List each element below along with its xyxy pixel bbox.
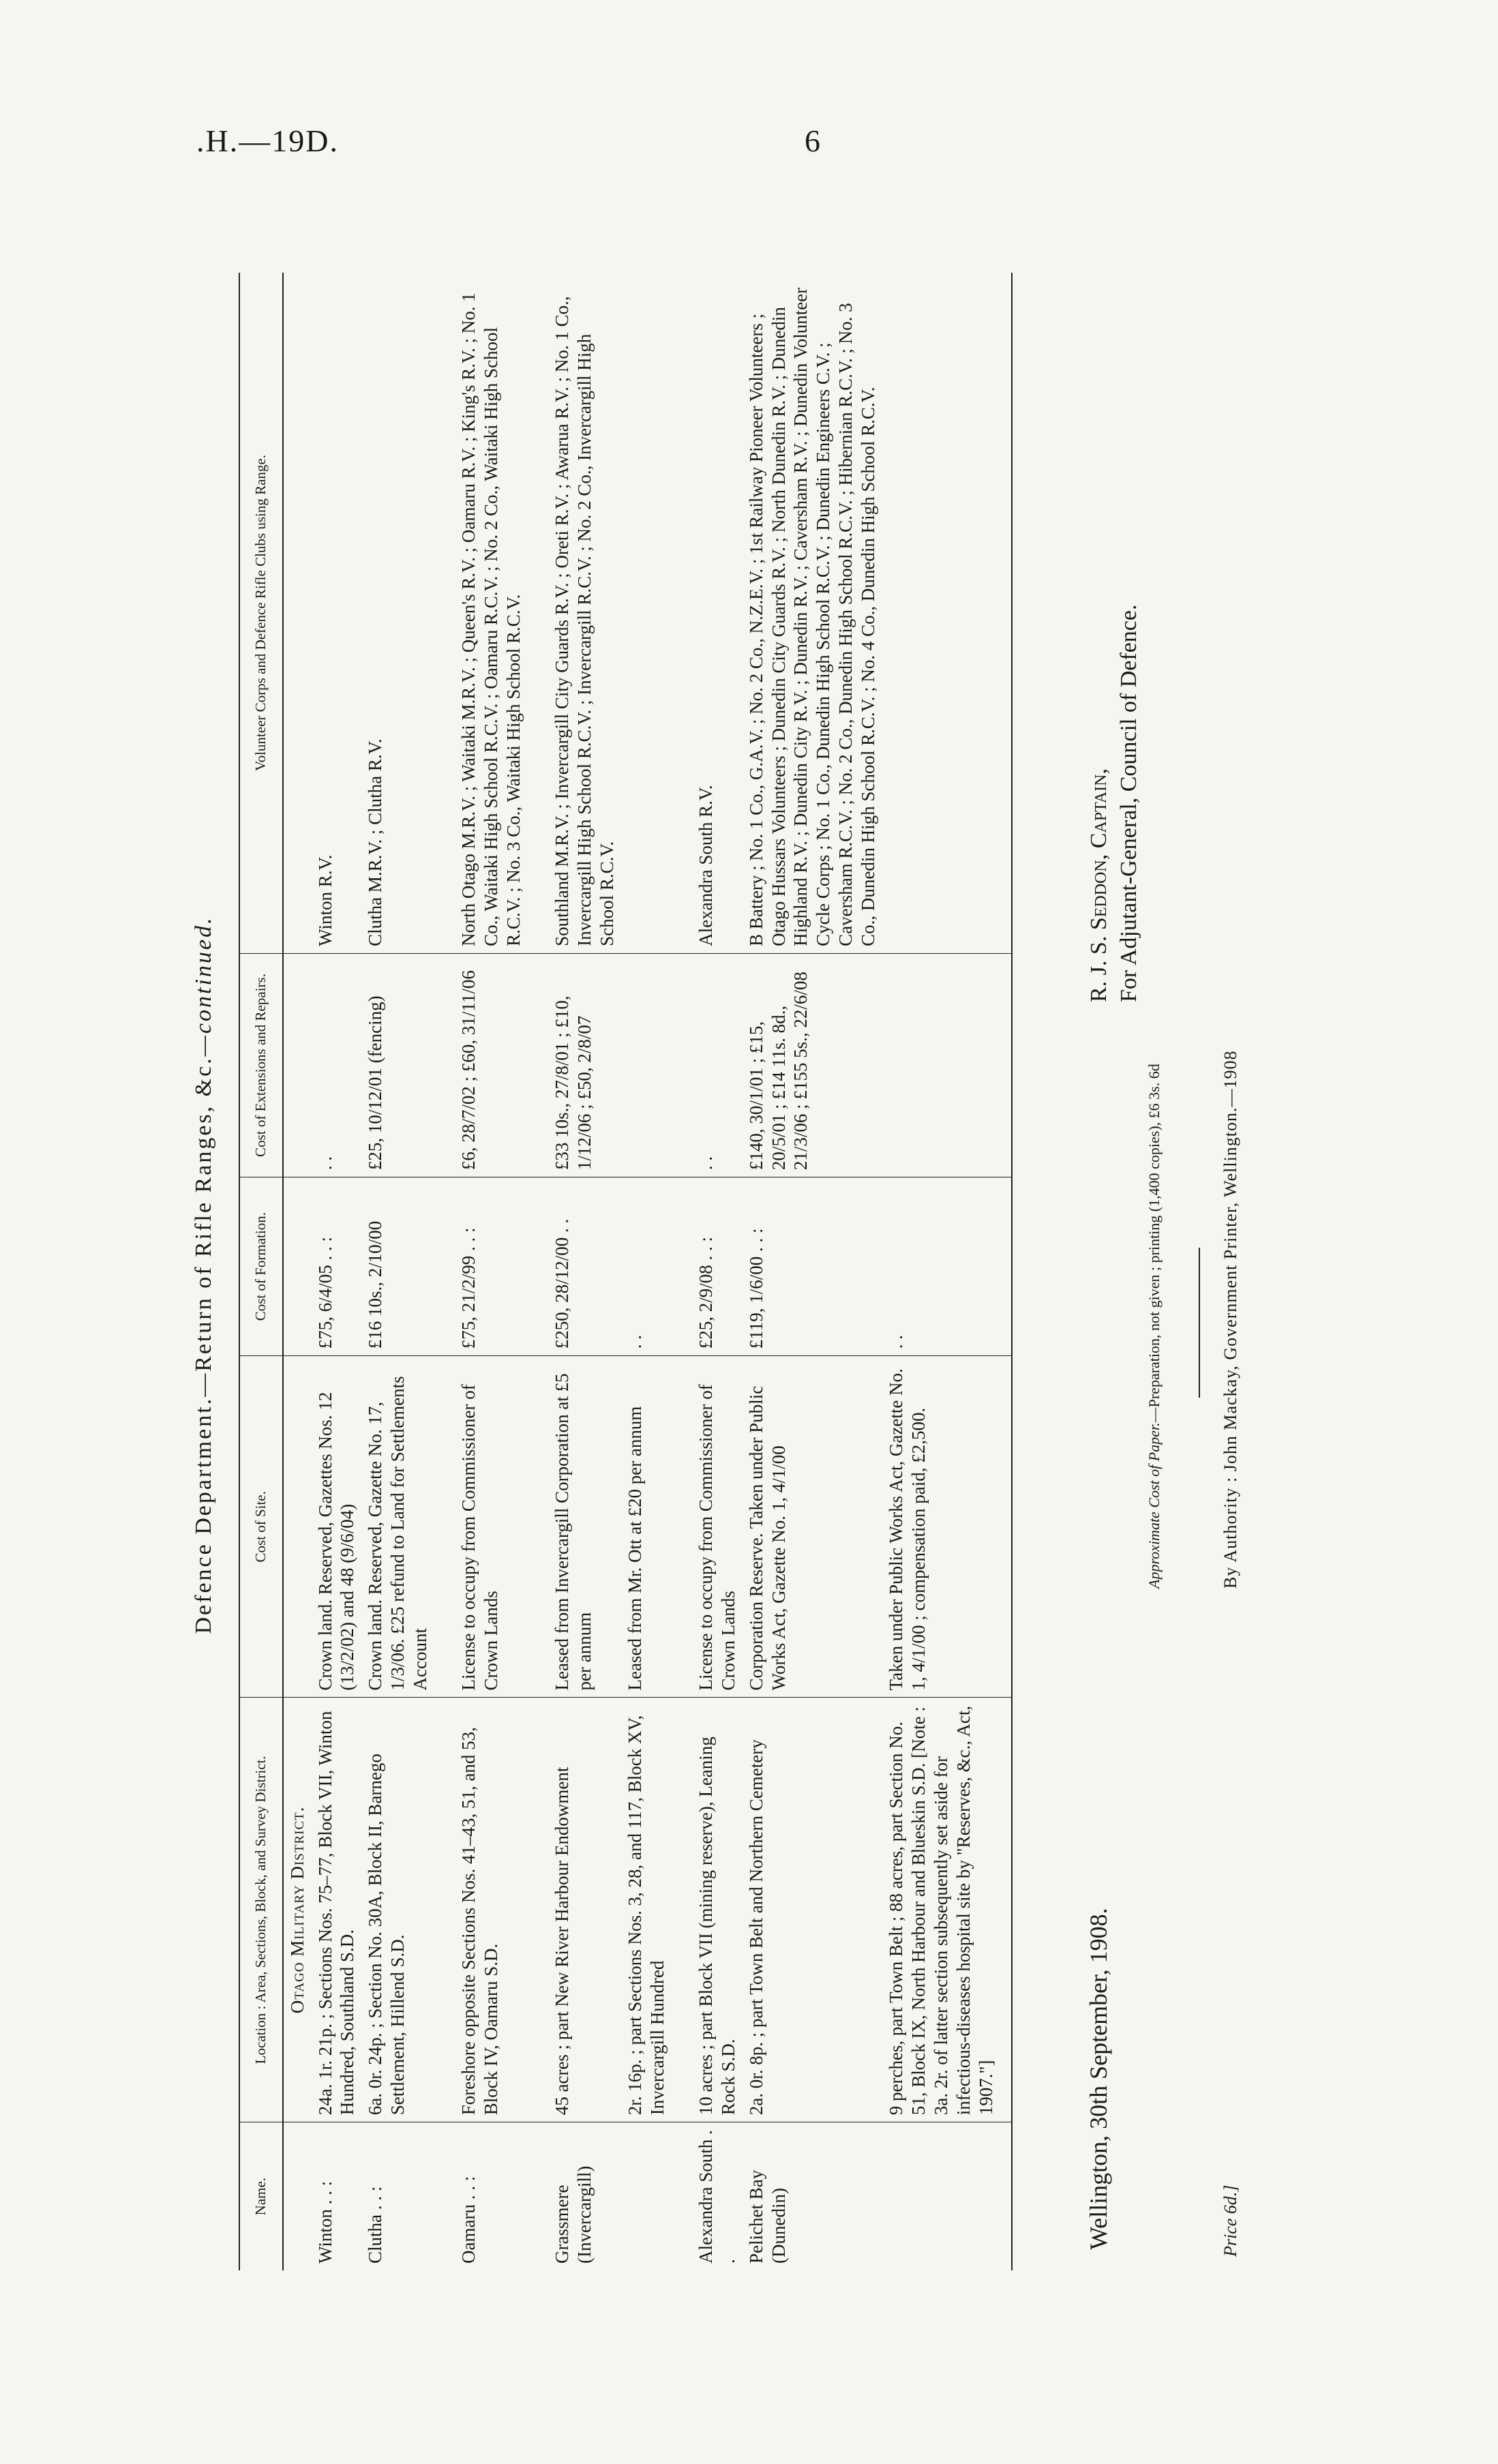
signature-block — [1084, 605, 1144, 1002]
row-extensions: . . — [692, 953, 743, 1177]
table-row — [882, 273, 1012, 2270]
title-main: Defence Department.—Return of Rifle Ranges, &c. — [191, 1056, 216, 1634]
table-row — [361, 273, 434, 2270]
title-continued: —continued. — [191, 916, 216, 1057]
table-row — [692, 273, 743, 2270]
row-corps: North Otago M.R.V. ; Waitaki M.R.V. ; Queen's R.V. ; Oamaru R.V. ; King's R.V. ; No. 1 Co., Waitaki High School R.C.V. ; Oamaru R.C.V. ; No. 2 Co., Waitaki High School R.C.V. ; No. 3 Co., Waitaki High School R.C.V. — [455, 273, 528, 953]
row-site: Crown land. Reserved, Gazette No. 17, 1/3/06. £25 refund to Land for Settlements Account — [361, 1356, 434, 1698]
row-name: Pelichet Bay (Dunedin) — [745, 2169, 789, 2264]
row-location: 2a. 0r. 8p. ; part Town Belt and Northern Cemetery — [743, 1698, 883, 2122]
page-number: 6 — [805, 123, 820, 158]
row-site: License to occupy from Commissioner of Crown Lands — [455, 1356, 528, 1698]
district-heading: Otago Military District. — [283, 1698, 312, 2122]
place-date: Wellington, 30th September, 1908. — [1085, 1908, 1112, 2250]
district-row — [283, 273, 312, 2270]
row-formation: £250, 28/12/00 . . — [548, 1177, 621, 1356]
row-name: Oamaru . . : — [458, 2176, 479, 2264]
price: Price 6d.] — [1220, 2184, 1240, 2257]
row-corps: Alexandra South R.V. — [692, 273, 743, 953]
row-site: Leased from Invercargill Corporation at £5 per annum — [548, 1356, 621, 1698]
row-site: Crown land. Reserved, Gazettes Nos. 12 (13/2/02) and 48 (9/6/04) — [312, 1356, 362, 1698]
row-corps: Clutha M.R.V. ; Clutha R.V. — [361, 273, 434, 953]
col-name: Name. — [239, 2122, 283, 2270]
row-formation: . . — [882, 1177, 1012, 1356]
col-location: Location : Area, Sections, Block, and Survey District. — [239, 1698, 283, 2122]
row-formation: . . — [621, 1177, 672, 1356]
row-location: 6a. 0r. 24p. ; Section No. 30A, Block II, Barnego Settlement, Hillend S.D. — [361, 1698, 434, 2122]
row-formation: £16 10s., 2/10/00 — [361, 1177, 434, 1356]
row-location: 10 acres ; part Block VII (mining reserve), Leaning Rock S.D. — [692, 1698, 743, 2122]
row-corps: B Battery ; No. 1 Co., G.A.V. ; No. 2 Co., N.Z.E.V. ; 1st Railway Pioneer Volunteers ; Otago Hussars Volunteers ; Dunedin City Guards R.V. ; North Dunedin R.V. ; Dunedin Highland R.V. ; Dunedin City R.V. ; Dunedin R.V. ; Caversham R.V. ; Dunedin Volunteer Cycle Corps ; No. 1 Co., Dunedin High School R.C.V. ; Dunedin Engineers C.V. ; Caversham R.C.V. ; No. 2 Co., Dunedin High School R.C.V. ; Hibernian R.C.V. ; No. 3 Co., Dunedin High School R.C.V. ; No. 4 Co., Dunedin High School R.C.V. — [743, 273, 883, 953]
row-site: Corporation Reserve. Taken under Public Works Act, Gazette No. 1, 4/1/00 — [743, 1356, 883, 1698]
document-reference: .H.—19D. — [196, 123, 339, 158]
row-name: Grassmere (Invercargill) — [552, 2165, 595, 2264]
col-cost-formation: Cost of Formation. — [239, 1177, 283, 1356]
row-formation: £25, 2/9/08 . . : — [692, 1177, 743, 1356]
page-title — [191, 320, 217, 2229]
row-extensions — [621, 953, 672, 1177]
printer-authority: By Authority : John Mackay, Government Printer, Wellington.—1908 — [1220, 1050, 1240, 1589]
row-extensions — [882, 953, 1012, 1177]
row-location: 45 acres ; part New River Harbour Endowment — [548, 1698, 621, 2122]
row-site: Leased from Mr. Ott at £20 per annum — [621, 1356, 672, 1698]
col-cost-site: Cost of Site. — [239, 1356, 283, 1698]
approximate-cost-note — [1145, 1064, 1163, 1589]
signature-role: For Adjutant-General, Council of Defence. — [1116, 604, 1142, 1002]
col-corps: Volunteer Corps and Defence Rifle Clubs using Range. — [239, 273, 283, 953]
table-row — [548, 273, 621, 2270]
divider — [1199, 1248, 1200, 1398]
row-site: Taken under Public Works Act, Gazette No. 1, 4/1/00 ; compensation paid, £2,500. — [882, 1356, 1012, 1698]
rotated-page — [170, 239, 1370, 2270]
row-extensions: £33 10s., 27/8/01 ; £10, 1/12/06 ; £50, 2/8/07 — [548, 953, 621, 1177]
row-formation: £75, 21/2/99 . . : — [455, 1177, 528, 1356]
approx-label: Approximate Cost of Paper. — [1145, 1422, 1163, 1589]
row-extensions: £6, 28/7/02 ; £60, 31/11/06 — [455, 953, 528, 1177]
row-corps — [882, 273, 1012, 953]
row-name: Alexandra South . . — [695, 2130, 738, 2264]
table-row — [312, 273, 362, 2270]
approx-text: —Preparation, not given ; printing (1,400 copies), £6 3s. 6d — [1145, 1064, 1163, 1423]
rifle-ranges-table — [239, 273, 1013, 2270]
signature-name: R. J. S. Seddon, Captain, — [1086, 768, 1111, 1002]
row-formation: £119, 1/6/00 . . : — [743, 1177, 883, 1356]
row-location: 9 perches, part Town Belt ; 88 acres, part Section No. 51, Block IX, North Harbour and Blueskin S.D. [Note : 3a. 2r. of latter section subsequently set aside for infectious-diseases hospital site by "Reserves, &c., Act, 1907."] — [882, 1698, 1012, 2122]
row-location: Foreshore opposite Sections Nos. 41–43, 51, and 53, Block IV, Oamaru S.D. — [455, 1698, 528, 2122]
row-formation: £75, 6/4/05 . . : — [312, 1177, 362, 1356]
row-corps: Winton R.V. — [312, 273, 362, 953]
row-name: Winton . . : — [314, 2180, 335, 2264]
table-row — [743, 273, 883, 2270]
table-row — [621, 273, 672, 2270]
row-extensions: . . — [312, 953, 362, 1177]
row-name: Clutha . . : — [365, 2186, 386, 2264]
row-location: 24a. 1r. 21p. ; Sections Nos. 75–77, Block VII, Winton Hundred, Southland S.D. — [312, 1698, 362, 2122]
row-location: 2r. 16p. ; part Sections Nos. 3, 28, and 117, Block XV, Invercargill Hundred — [621, 1698, 672, 2122]
row-name — [882, 2122, 1012, 2270]
row-corps: Southland M.R.V. ; Invercargill City Guards R.V. ; Oreti R.V. ; Awarua R.V. ; No. 1 Co., Invercargill High School R.C.V. ; Invercargill R.C.V. ; No. 2 Co., Invercargill High School R.C.V. — [548, 273, 621, 953]
row-extensions: £140, 30/1/01 ; £15, 20/5/01 ; £14 11s. 8d., 21/3/06 ; £155 5s., 22/6/08 — [743, 953, 883, 1177]
col-cost-extensions: Cost of Extensions and Repairs. — [239, 953, 283, 1177]
row-extensions: £25, 10/12/01 (fencing) — [361, 953, 434, 1177]
table-header-row — [239, 273, 283, 2270]
table-row — [455, 273, 528, 2270]
row-name — [621, 2122, 672, 2270]
row-corps — [621, 273, 672, 953]
row-site: License to occupy from Commissioner of Crown Lands — [692, 1356, 743, 1698]
